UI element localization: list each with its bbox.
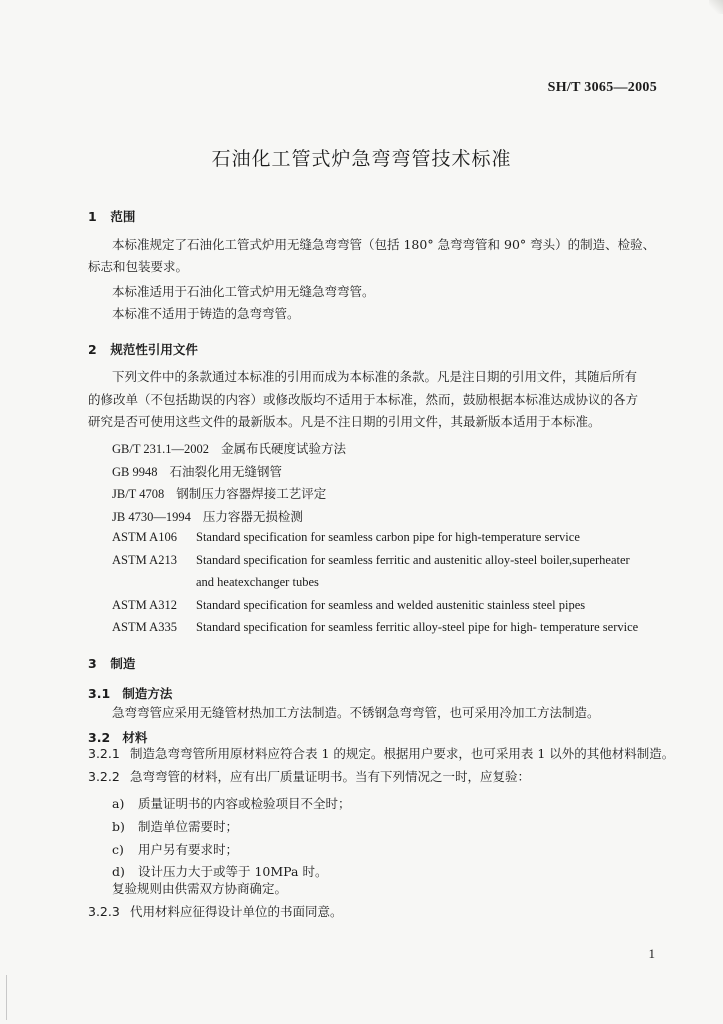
reference-title: 压力容器无损检测 [202, 510, 303, 524]
section-number: 3.2 [88, 730, 111, 745]
reference-jb-t-4708 [112, 484, 326, 502]
list-item-c [112, 840, 238, 858]
recheck-rule: 复验规则由供需双方协商确定。 [112, 881, 288, 896]
section-number: 3.2.2 [88, 769, 120, 784]
reference-astm-a106 [112, 530, 580, 545]
reference-astm-a335 [112, 620, 638, 635]
section-2-para-line-1: 下列文件中的条款通过本标准的引用而成为本标准的条款。凡是注日期的引用文件，其随后所有 [112, 369, 638, 384]
section-title: 材料 [122, 730, 148, 745]
section-1-para-1-line-2: 标志和包装要求。 [88, 259, 189, 274]
section-text: 代用材料应征得设计单位的书面同意。 [130, 904, 343, 919]
section-number: 3.2.3 [88, 904, 120, 919]
page-corner-shadow [709, 0, 723, 14]
list-text: 质量证明书的内容或检验项目不全时； [138, 796, 351, 811]
section-number: 3.1 [88, 686, 111, 701]
reference-gb-t-231 [112, 439, 346, 457]
standard-code: SH/T 3065—2005 [547, 80, 657, 95]
section-text: 制造急弯弯管所用原材料应符合表 1 的规定。根据用户要求，也可采用表 1 以外的其他材料制造。 [130, 746, 675, 761]
section-1-para-2: 本标准适用于石油化工管式炉用无缝急弯弯管。 [112, 284, 375, 299]
section-3-2-2 [88, 766, 530, 788]
section-2-heading [88, 340, 198, 358]
reference-code: ASTM A213 [112, 553, 177, 567]
reference-code: GB 9948 [112, 465, 158, 479]
reference-title: Standard specification for seamless carbon pipe for high-temperature service [196, 530, 580, 544]
reference-jb-4730 [112, 507, 303, 525]
section-number: 3.2.1 [88, 746, 120, 761]
section-title: 范围 [110, 209, 136, 224]
reference-code: ASTM A312 [112, 598, 177, 612]
list-marker: a) [112, 796, 125, 811]
section-3-1-text: 急弯弯管应采用无缝管材热加工方法制造。不锈钢急弯弯管，也可采用冷加工方法制造。 [112, 705, 600, 720]
reference-code: JB/T 4708 [112, 487, 165, 501]
section-2-para-line-2: 的修改单（不包括勘误的内容）或修改版均不适用于本标准，然而，鼓励根据本标准达成协议的各方 [88, 392, 639, 407]
list-text: 设计压力大于或等于 10MPa 时。 [138, 864, 328, 879]
section-1-heading [88, 207, 135, 225]
section-number: 2 [88, 342, 97, 357]
reference-title: 石油裂化用无缝钢管 [169, 465, 283, 479]
section-3-2-3 [88, 901, 343, 923]
list-text: 制造单位需要时； [138, 819, 239, 834]
reference-title: Standard specification for seamless ferritic and austenitic alloy-steel boiler,superheater [196, 553, 630, 567]
section-title: 制造 [110, 656, 136, 671]
list-marker: d) [112, 864, 125, 879]
section-3-heading [88, 654, 135, 672]
reference-code: GB/T 231.1—2002 [112, 442, 209, 456]
reference-title: 钢制压力容器焊接工艺评定 [176, 487, 327, 501]
section-1-para-1-line-1: 本标准规定了石油化工管式炉用无缝急弯弯管（包括 180° 急弯弯管和 90° 弯头）的制造、检验、 [112, 237, 656, 252]
section-3-2-1 [88, 743, 674, 765]
reference-title: Standard specification for seamless and welded austenitic stainless steel pipes [196, 598, 586, 612]
reference-astm-a312 [112, 598, 585, 613]
list-marker: b) [112, 819, 125, 834]
document-title: 石油化工管式炉急弯弯管技术标准 [211, 148, 512, 170]
section-title: 制造方法 [122, 686, 173, 701]
reference-code: JB 4730—1994 [112, 510, 191, 524]
list-marker: c) [112, 842, 124, 857]
reference-astm-a213 [112, 553, 630, 568]
section-title: 规范性引用文件 [110, 342, 198, 357]
reference-title: 金属布氏硬度试验方法 [221, 442, 347, 456]
reference-gb-9948 [112, 462, 282, 480]
section-1-para-3: 本标准不适用于铸造的急弯弯管。 [112, 306, 300, 321]
reference-title: Standard specification for seamless ferritic alloy-steel pipe for high- temperature service [196, 620, 639, 634]
page-number: 1 [648, 946, 655, 961]
reference-code: ASTM A106 [112, 530, 177, 544]
section-text: 急弯弯管的材料，应有出厂质量证明书。当有下列情况之一时，应复验： [130, 769, 531, 784]
reference-astm-a213-continued: and heatexchanger tubes [196, 575, 319, 589]
reference-code: ASTM A335 [112, 620, 177, 634]
list-item-a [112, 794, 351, 812]
section-number: 3 [88, 656, 97, 671]
page-edge-line [6, 975, 7, 1020]
section-2-para-line-3: 研究是否可使用这些文件的最新版本。凡是不注日期的引用文件，其最新版本适用于本标准。 [88, 414, 601, 429]
list-item-b [112, 817, 238, 835]
list-text: 用户另有要求时； [138, 842, 239, 857]
section-3-1-heading [88, 684, 172, 702]
section-number: 1 [88, 209, 97, 224]
